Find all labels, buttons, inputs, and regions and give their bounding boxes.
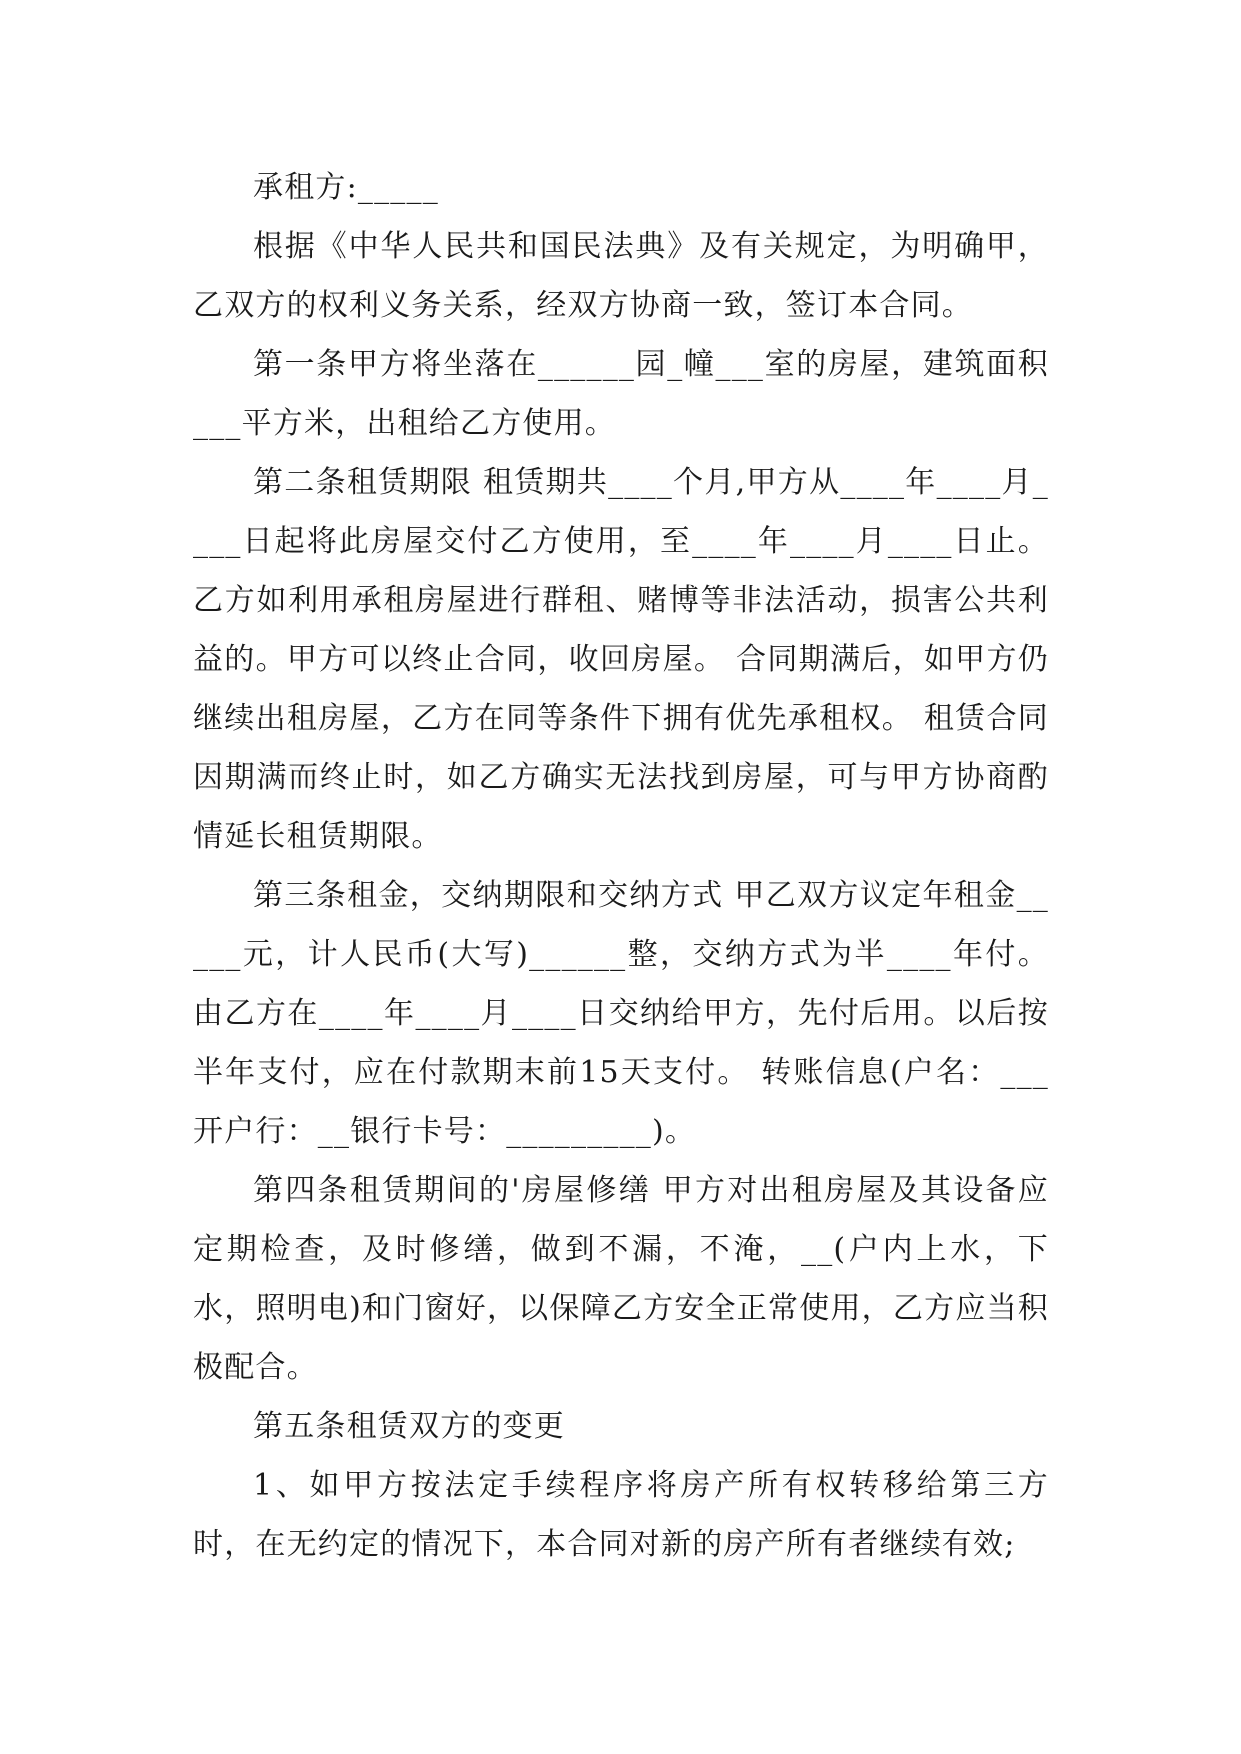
preamble-paragraph: 根据《中华人民共和国民法典》及有关规定，为明确甲，乙双方的权利义务关系，经双方协商一致，签订本合同。 bbox=[193, 229, 1049, 323]
article-4-paragraph: 第四条租赁期间的'房屋修缮 甲方对出租房屋及其设备应定期检查，及时修缮，做到不漏，不淹，__(户内上水，下水，照明电)和门窗好，以保障乙方安全正常使用，乙方应当积极配合。 bbox=[193, 1173, 1049, 1385]
article-2-paragraph: 第二条租赁期限 租赁期共____个月,甲方从____年____月____日起将此房屋交付乙方使用，至____年____月____日止。 乙方如利用承租房屋进行群租、赌博等非法活动，损害公共利益的。甲方可以终止合同，收回房屋。 合同期满后，如甲方仍继续出租房屋，乙方在同等条件下拥有优先承租权。 租赁合同因期满而终止时，如乙方确实无法找到房屋，可与甲方协商酌情延长租赁期限。 bbox=[193, 465, 1049, 854]
article-5-heading: 第五条租赁双方的变更 bbox=[253, 1409, 565, 1444]
contract-page bbox=[193, 158, 1049, 1574]
article-3-paragraph: 第三条租金，交纳期限和交纳方式 甲乙双方议定年租金_____元，计人民币(大写)______整，交纳方式为半____年付。由乙方在____年____月____日交纳给甲方，先付后用。以后按半年支付，应在付款期末前15天支付。 转账信息(户名：___开户行：__银行卡号：_________)。 bbox=[193, 878, 1049, 1149]
article-5-clause-1: 1、如甲方按法定手续程序将房产所有权转移给第三方时，在无约定的情况下，本合同对新的房产所有者继续有效; bbox=[193, 1468, 1049, 1562]
article-1-paragraph: 第一条甲方将坐落在______园_幢___室的房屋，建筑面积___平方米，出租给乙方使用。 bbox=[193, 347, 1049, 441]
lessee-line: 承租方:_____ bbox=[253, 170, 439, 205]
